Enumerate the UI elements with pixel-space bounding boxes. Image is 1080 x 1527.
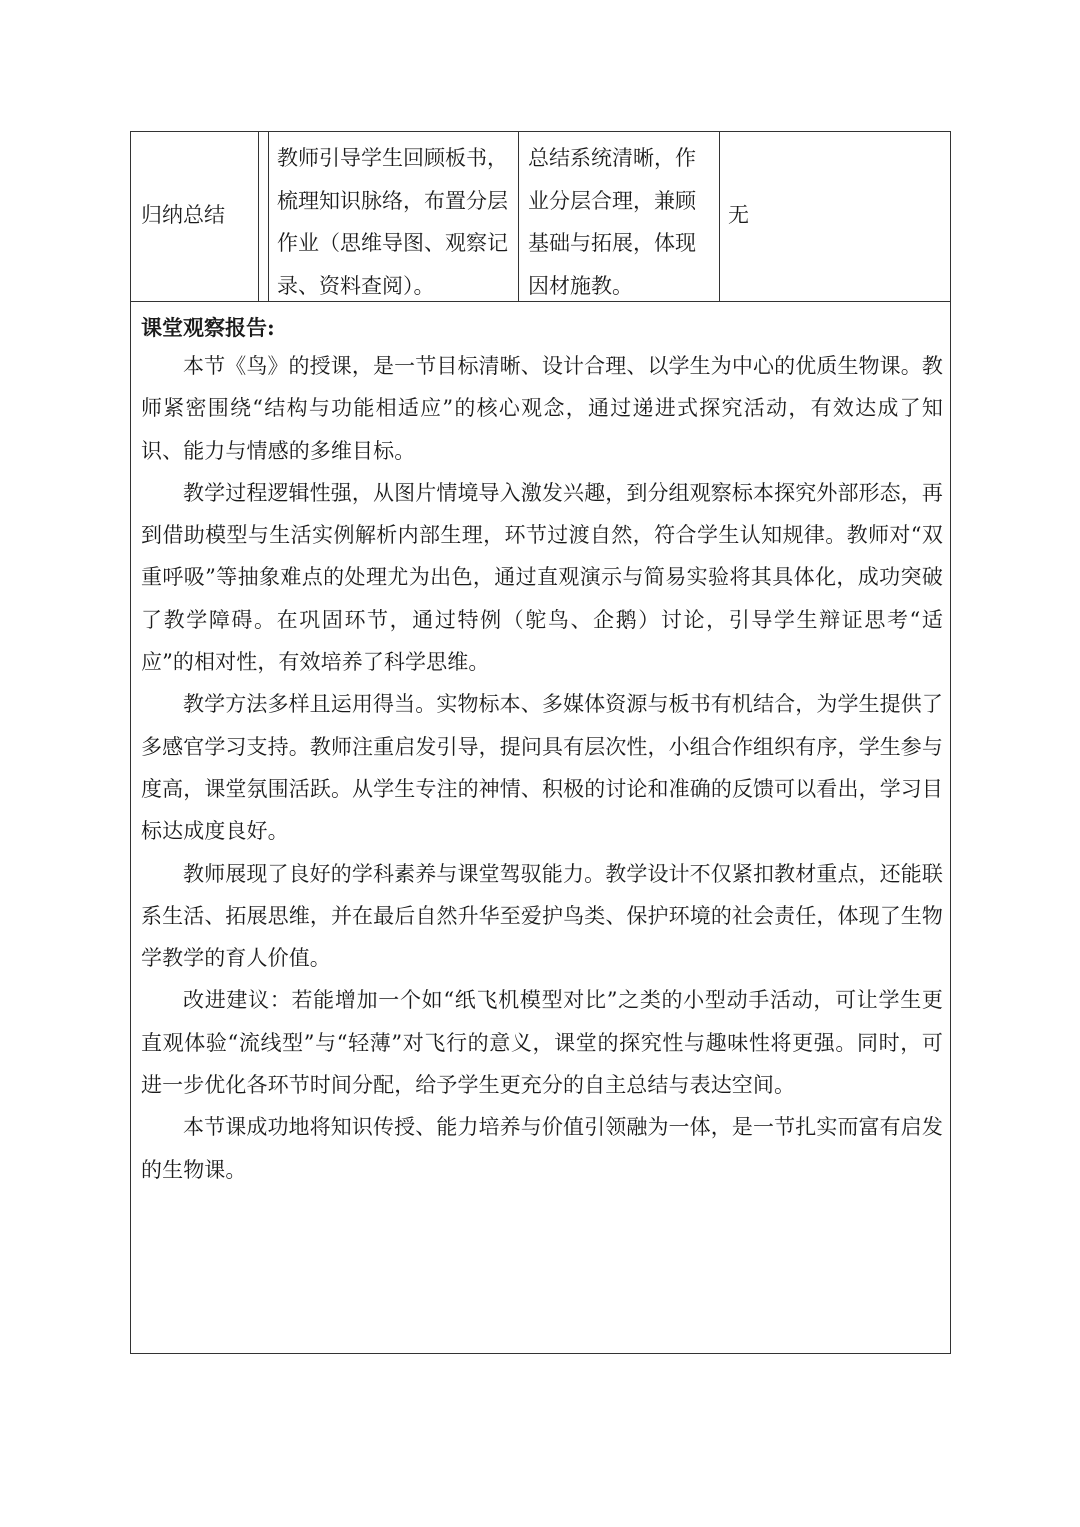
summary-row [131, 132, 950, 302]
report-paragraph: 教师展现了良好的学科素养与课堂驾驭能力。教学设计不仅紧扣教材重点，还能联系生活、拓展思维，并在最后自然升华至爱护鸟类、保护环境的社会责任，体现了生物学教学的育人价值。 [141, 861, 943, 971]
report-paragraph: 教学方法多样且运用得当。实物标本、多媒体资源与板书有机结合，为学生提供了多感官学习支持。教师注重启发引导，提问具有层次性，小组合作组织有序，学生参与度高，课堂氛围活跃。从学生专注的神情、积极的讨论和准确的反馈可以看出，学习目标达成度良好。 [141, 692, 943, 844]
spacer-cell [259, 132, 269, 301]
remark-text: 无 [728, 203, 749, 227]
report-paragraph: 教学过程逻辑性强，从图片情境导入激发兴趣，到分组观察标本探究外部形态，再到借助模型与生活实例解析内部生理，环节过渡自然，符合学生认知规律。教师对“双重呼吸”等抽象难点的处理尤为出色，通过直观演示与简易实验将其具体化，成功突破了教学障碍。在巩固环节，通过特例（鸵鸟、企鹅）讨论，引导学生辩证思考“适应”的相对性，有效培养了科学思维。 [141, 480, 943, 675]
report-title: 课堂观察报告: [141, 315, 275, 340]
stage-cell [131, 132, 259, 301]
report-paragraph: 本节《鸟》的授课，是一节目标清晰、设计合理、以学生为中心的优质生物课。教师紧密围绕“结构与功能相适应”的核心观念，通过递进式探究活动，有效达成了知识、能力与情感的多维目标。 [141, 354, 943, 463]
observation-table [130, 131, 951, 1354]
report-paragraph: 改进建议：若能增加一个如“纸飞机模型对比”之类的小型动手活动，可让学生更直观体验“流线型”与“轻薄”对飞行的意义，课堂的探究性与趣味性将更强。同时，可进一步优化各环节时间分配，给予学生更充分的自主总结与表达空间。 [141, 988, 943, 1098]
teacher-activity-text: 教师引导学生回顾板书，梳理知识脉络，布置分层作业（思维导图、观察记录、资料查阅）。 [277, 146, 508, 298]
evaluation-text: 总结系统清晰，作业分层合理，兼顾基础与拓展，体现因材施教。 [528, 146, 696, 298]
remark-cell [720, 132, 950, 301]
stage-label: 归纳总结 [141, 203, 225, 227]
report-section [131, 301, 950, 1353]
teacher-activity-cell [269, 132, 519, 301]
report-body [141, 345, 943, 1191]
evaluation-cell [519, 132, 720, 301]
report-paragraph: 本节课成功地将知识传授、能力培养与价值引领融为一体，是一节扎实而富有启发的生物课。 [141, 1115, 943, 1182]
